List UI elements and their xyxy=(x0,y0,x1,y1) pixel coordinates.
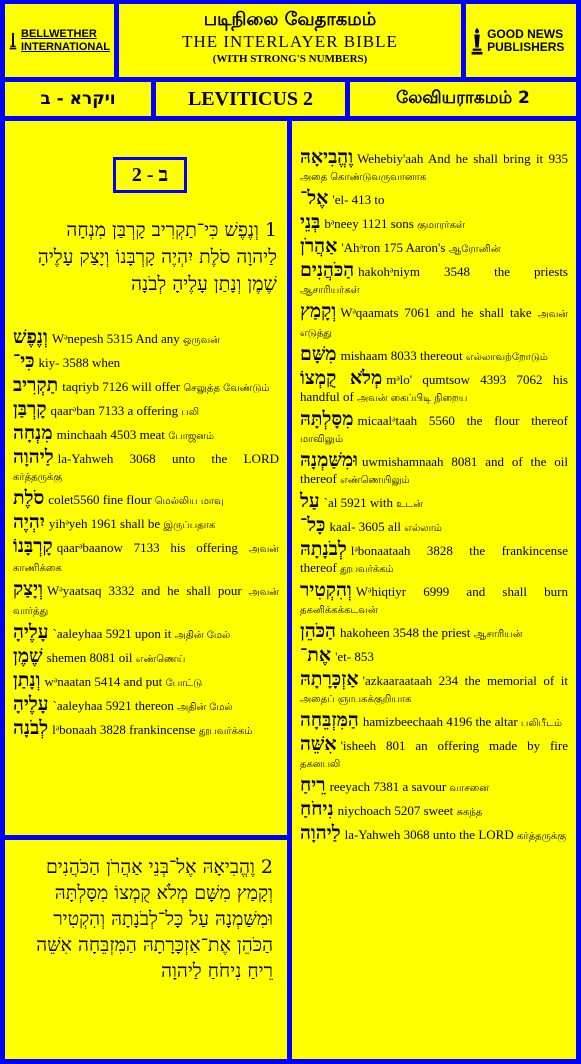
hebrew-word: וְנָתַן xyxy=(13,669,41,691)
tamil-gloss: தகனிக்கக்கடவன் xyxy=(300,605,378,616)
gloss-text: 'Ahᵊron 175 Aaron's xyxy=(341,240,446,255)
gloss-text: colet5560 fine flour xyxy=(48,492,152,507)
tamil-gloss: அவன் வார்த்து xyxy=(13,587,279,617)
gloss-text: Wᵊqaamats 7061 and he shall take xyxy=(340,305,532,320)
tamil-gloss: பலி xyxy=(181,407,200,418)
tamil-gloss: போட்டு xyxy=(165,678,203,689)
hebrew-word: עָלֶיהָ xyxy=(13,693,49,715)
word-entry xyxy=(300,187,568,210)
gloss-text: Wᵊnepesh 5315 And any xyxy=(51,331,180,346)
word-entry xyxy=(300,798,568,821)
word-entry xyxy=(13,511,279,534)
word-entry xyxy=(300,490,568,513)
hebrew-word: מִנְחָה xyxy=(13,422,53,444)
hebrew-word: תַקְרִיב xyxy=(13,374,59,396)
right-word-list xyxy=(300,146,568,849)
word-entry xyxy=(300,259,568,299)
hebrew-word: כִּי־ xyxy=(13,350,35,372)
book-english-box xyxy=(156,82,345,116)
word-entry xyxy=(13,669,279,692)
tamil-gloss: கர்த்தருக்கு xyxy=(516,831,567,842)
tamil-gloss: ஆரோனின் xyxy=(448,244,501,255)
tamil-gloss: ஆசாரியர்கள் xyxy=(300,285,360,296)
verse2-panel xyxy=(5,840,287,1059)
hebrew-word: עָלֶיהָ xyxy=(13,621,49,643)
tamil-gloss: இருப்பதாக xyxy=(163,520,216,531)
gloss-text: 'el- 413 to xyxy=(332,192,385,207)
gloss-text: lᵊbonaah 3828 frankincense xyxy=(52,722,196,737)
word-entry xyxy=(13,398,279,421)
word-entry xyxy=(13,350,279,373)
hebrew-word: אִשֵּׁה xyxy=(300,733,337,755)
tamil-gloss: தூபவர்க்கம் xyxy=(198,726,253,737)
word-entry xyxy=(13,446,279,486)
lamp-icon xyxy=(470,13,484,69)
bellwether-logo xyxy=(5,4,114,77)
gloss-text: hakohᵊniym 3548 the priests xyxy=(358,264,568,279)
hebrew-word: קָרְבַּן xyxy=(13,398,47,420)
gloss-text: la-Yahweh 3068 unto the LORD xyxy=(344,827,514,842)
title-english: THE INTERLAYER BIBLE xyxy=(182,32,398,51)
word-entry xyxy=(300,822,568,845)
chapter-badge: 2 - ב xyxy=(113,157,187,193)
word-entry xyxy=(13,645,279,668)
gloss-text: 'azkaaraataah 234 the memorial of it xyxy=(362,673,568,688)
hebrew-word: הַכֹּהֲנִים xyxy=(300,259,355,281)
word-entry xyxy=(300,408,568,448)
word-entry xyxy=(300,514,568,537)
gloss-text: `aaleyhaa 5921 upon it xyxy=(52,626,172,641)
hebrew-word: לְבֹנָתָהּ xyxy=(300,538,347,560)
word-entry xyxy=(13,535,280,577)
hebrew-word: מִסָּלְתָּהּ xyxy=(300,408,354,430)
hebrew-word: וְיָצַק xyxy=(13,578,43,600)
hebrew-word: קָרְבָּנוֹ xyxy=(13,535,53,557)
gloss-text: Wᵊyaatsaq 3332 and he shall pour xyxy=(46,583,242,598)
gloss-text: wᵊnaatan 5414 and put xyxy=(44,674,163,689)
hebrew-word: וֶהֱבִיאָהּ xyxy=(300,146,354,168)
hebrew-word: וְנֶפֶשׁ xyxy=(13,326,48,348)
tamil-gloss: எண்ணெயிலும் xyxy=(340,475,410,486)
verse2-hebrew: 2 וֶהֱבִיאָהּ אֶל־בְּנֵי אַהֲרֹן הַכֹּהֲנִים וְקָמַץ מִשָּׁם מְלֹא קֻמְצוֹ מִסָּלְתָּהּ וּמִשַּׁמְנָהּ עַל כָּל־לְבֹנָתָהּ וְהִקְטִיר הַכֹּהֵן אֶת־אַזְכָּרָתָהּ הַמִּזְבֵּחָה אִשֵּׁה רֵיחַ נִיחֹחַ לַיהוָה xyxy=(36,856,273,982)
tamil-gloss: அவன் எடுத்து xyxy=(300,309,568,339)
gloss-text: niychoach 5207 sweet xyxy=(337,803,454,818)
good-news-logo xyxy=(466,4,576,77)
gloss-text: 'et- 853 xyxy=(335,649,374,664)
hebrew-word: וְקָמַץ xyxy=(300,300,337,322)
left-word-list xyxy=(13,326,280,744)
tamil-gloss: போஜனம் xyxy=(168,431,215,442)
gloss-text: shemen 8081 oil xyxy=(46,650,133,665)
word-entry xyxy=(300,644,568,667)
hebrew-word: אֶל־ xyxy=(300,187,329,209)
hebrew-word: בְּנֵי xyxy=(300,211,321,233)
hebrew-word: יִהְיֶה xyxy=(13,511,45,533)
gloss-text: hamizbeechaah 4196 the altar xyxy=(362,714,518,729)
tamil-gloss: அதின் மேல் xyxy=(177,702,233,713)
word-entry xyxy=(13,326,279,349)
tamil-gloss: பலிபீடம் xyxy=(520,718,562,729)
bellwether-logo-text: BELLWETHER INTERNATIONAL xyxy=(21,27,111,53)
hebrew-word: לְבֹנָה xyxy=(13,717,49,739)
tamil-gloss: அவன் காணிக்கை xyxy=(13,544,280,574)
word-entry xyxy=(13,487,279,510)
hebrew-word: נִיחֹחַ xyxy=(300,798,334,820)
word-entry xyxy=(300,709,568,732)
word-entry xyxy=(300,146,568,186)
hebrew-word: לַיהוָה xyxy=(13,446,54,468)
word-entry xyxy=(13,578,279,620)
word-entry xyxy=(300,579,568,619)
word-entry xyxy=(13,621,279,644)
gloss-text: qaarᵊban 7133 a offering xyxy=(50,403,179,418)
word-entry xyxy=(300,300,568,342)
gloss-text: `al 5921 with xyxy=(323,495,393,510)
book-tamil: லேவியராகமம் 2 xyxy=(396,88,530,108)
verse2-word-panel xyxy=(292,121,576,1059)
gloss-text: reeyach 7381 a savour xyxy=(329,779,447,794)
gloss-text: Wehebiy'aah And he shall bring it 935 xyxy=(357,151,568,166)
tamil-gloss: அதின் மேல் xyxy=(174,630,231,641)
tamil-gloss: உடன் xyxy=(396,499,423,510)
good-news-logo-text: GOOD NEWS PUBLISHERS xyxy=(487,26,565,54)
word-entry xyxy=(300,620,568,643)
gloss-text: qaarᵊbaanow 7133 his offering xyxy=(56,540,238,555)
gloss-text: kaal- 3605 all xyxy=(329,519,401,534)
word-entry xyxy=(300,538,568,578)
tamil-gloss: குமாரர்கள் xyxy=(417,220,466,231)
hebrew-word: מְלֹא קֻמְצוֹ xyxy=(300,367,383,389)
gloss-text: lᵊbonaataah 3828 the frankincense thereof xyxy=(300,543,568,575)
hebrew-word: שֶׁמֶן xyxy=(13,645,43,667)
word-entry xyxy=(300,235,568,258)
gloss-text: `aaleyhaa 5921 thereon xyxy=(52,698,174,713)
title-block xyxy=(119,4,461,77)
hebrew-word: וּמִשַּׁמְנָהּ xyxy=(300,449,358,471)
lamp-icon xyxy=(9,13,17,69)
hebrew-word: רֵיחַ xyxy=(300,774,326,796)
gloss-text: Wᵊhiqtiyr 6999 and shall burn xyxy=(355,584,568,599)
gloss-text: mᵊlo' qumtsow 4393 7062 his handful of xyxy=(300,372,568,404)
book-tamil-box xyxy=(350,82,576,116)
book-hebrew-box xyxy=(5,82,151,116)
hebrew-word: הַמִּזְבֵּחָה xyxy=(300,709,359,731)
tamil-gloss: மெல்லிய மாவு xyxy=(154,496,224,507)
subtitle: (WITH STRONG'S NUMBERS) xyxy=(212,53,368,65)
gloss-text: kiy- 3588 when xyxy=(38,355,121,370)
tamil-gloss: சுகந்த xyxy=(456,807,483,818)
hebrew-word: אֶת־ xyxy=(300,644,332,666)
hebrew-word: אַהֲרֹן xyxy=(300,235,338,257)
title-tamil: படிநிலை வேதாகமம் xyxy=(203,9,377,30)
gloss-text: la-Yahweh 3068 unto the LORD xyxy=(57,451,279,466)
gloss-text: hakoheen 3548 the priest xyxy=(340,625,471,640)
hebrew-word: עַל xyxy=(300,490,320,512)
tamil-gloss: அதைப் ஞாபகக்குறியாக xyxy=(300,694,412,705)
gloss-text: minchaah 4503 meat xyxy=(56,427,165,442)
gloss-text: taqriyb 7126 will offer xyxy=(62,379,181,394)
tamil-gloss: எல்லாம் xyxy=(404,523,442,534)
word-entry xyxy=(300,774,568,797)
book-english: LEVITICUS 2 xyxy=(187,87,314,110)
tamil-gloss: அவன் கைப்பிடி நிறைய xyxy=(357,393,468,404)
tamil-gloss: தகனபலி xyxy=(300,759,341,770)
gloss-text: yihᵊyeh 1961 shall be xyxy=(48,516,161,531)
gloss-text: uwmishamnaah 8081 and of the oil thereof xyxy=(300,454,568,486)
word-entry xyxy=(300,211,568,234)
hebrew-word: אַזְכָּרָתָהּ xyxy=(300,668,359,690)
book-hebrew: ויקרא - ב xyxy=(40,89,116,109)
gloss-text: bᵊneey 1121 sons xyxy=(324,216,414,231)
word-entry xyxy=(13,693,279,716)
tamil-gloss: எண்ணெய் xyxy=(135,654,186,665)
word-entry xyxy=(13,374,279,397)
hebrew-word: כָּל־ xyxy=(300,514,326,536)
tamil-gloss: கர்த்தருக்கு xyxy=(13,472,63,483)
word-entry xyxy=(13,422,279,445)
gloss-text: micaalᵊtaah 5560 the flour thereof xyxy=(357,413,568,428)
hebrew-word: הַכֹּהֵן xyxy=(300,620,336,642)
tamil-gloss: அதை கொண்டுவருவானாக xyxy=(300,172,427,183)
word-entry xyxy=(300,449,568,489)
word-entry xyxy=(300,343,568,366)
word-entry xyxy=(300,668,568,708)
hebrew-word: מִשָּׁם xyxy=(300,343,337,365)
word-entry xyxy=(300,367,568,407)
verse1-panel xyxy=(5,121,287,835)
word-entry xyxy=(13,717,279,740)
tamil-gloss: ஆசாரியன் xyxy=(473,629,523,640)
hebrew-word: לַיהוָה xyxy=(300,822,341,844)
tamil-gloss: வாசனை xyxy=(449,783,489,794)
gloss-text: 'isheeh 801 an offering made by fire xyxy=(340,738,568,753)
tamil-gloss: செலுத்த வேண்டும் xyxy=(183,383,270,394)
word-entry xyxy=(300,733,568,773)
verse1-hebrew: 1 וְנֶפֶשׁ כִּי־תַקְרִיב קָרְבַּן מִנְחָה לַיהוָה סֹלֶת יִהְיֶה קָרְבָּנוֹ וְיָצַק עָלֶיהָ שֶׁמֶן וְנָתַן עָלֶיהָ לְבֹנָה xyxy=(37,219,277,295)
tamil-gloss: தூபவர்க்கம் xyxy=(340,564,394,575)
hebrew-word: סֹלֶת xyxy=(13,487,45,509)
hebrew-word: וְהִקְטִיר xyxy=(300,579,352,601)
tamil-gloss: ஒருவன் xyxy=(182,335,220,346)
gloss-text: mishaam 8033 thereout xyxy=(340,348,463,363)
tamil-gloss: மாவிலும் xyxy=(300,434,343,445)
tamil-gloss: எல்லாவற்றோடும் xyxy=(465,352,548,363)
